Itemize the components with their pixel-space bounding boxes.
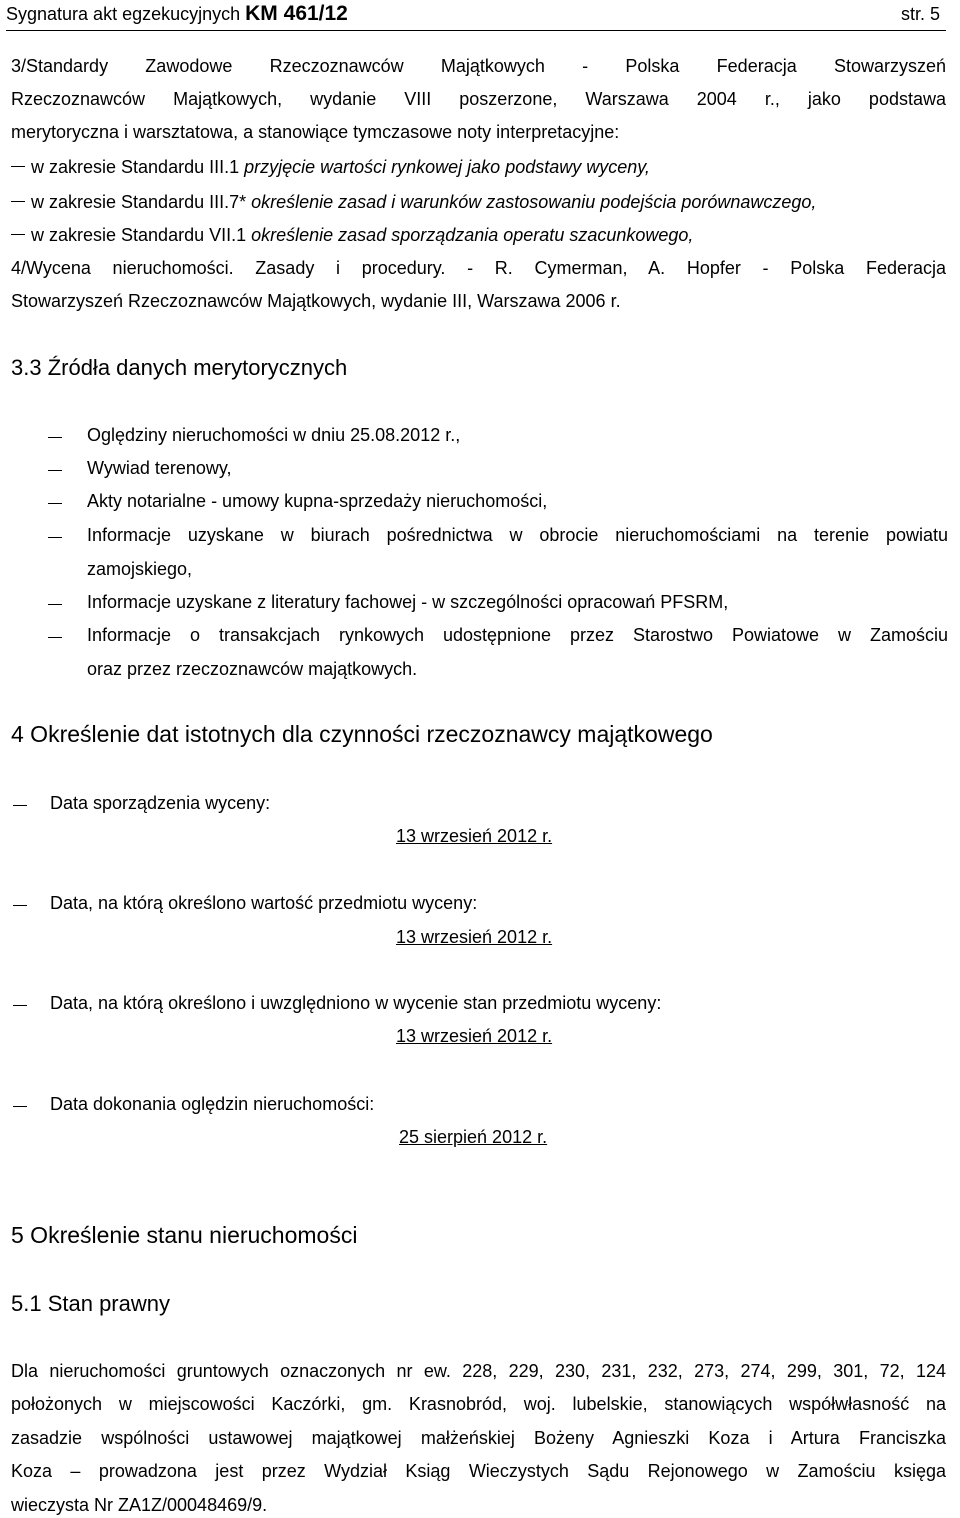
dash-bullet <box>48 503 62 504</box>
dash-bullet <box>48 604 62 605</box>
dash-bullet <box>48 637 62 638</box>
page-header <box>6 0 946 31</box>
page-number: str. 5 <box>900 4 940 24</box>
ref-line-4: 4/Wycena nieruchomości. Zasady i procedury. - R. Cymerman, A. Hopfer - Polska Federacja <box>11 258 946 278</box>
source-item: Wywiad terenowy, <box>87 458 232 478</box>
date-value: 25 sierpień 2012 r. <box>399 1127 548 1147</box>
ref-item-desc: przyjęcie wartości rynkowej jako podstawy wyceny, <box>244 157 650 177</box>
section-5-title: 5 Określenie stanu nieruchomości <box>11 1222 358 1248</box>
ref-item-prefix: w zakresie Standardu VII.1 <box>31 225 252 245</box>
dash-bullet <box>11 234 25 235</box>
signature-prefix: Sygnatura akt egzekucyjnych <box>6 4 246 24</box>
ref-item-prefix: w zakresie Standardu III.1 <box>31 157 245 177</box>
ref-line-1: 3/Standardy Zawodowe Rzeczoznawców Majątkowych - Polska Federacja Stowarzyszeń <box>11 56 946 76</box>
source-item-continuation: zamojskiego, <box>87 559 193 579</box>
ref-line-3: merytoryczna i warsztatowa, a stanowiące tymczasowe noty interpretacyjne: <box>11 122 620 142</box>
signature-number: KM 461/12 <box>245 2 348 25</box>
ref-line-5: Stowarzyszeń Rzeczoznawców Majątkowych, wydanie III, Warszawa 2006 r. <box>11 291 621 311</box>
section-5-1-title: 5.1 Stan prawny <box>11 1291 170 1316</box>
legal-status-line: wieczysta Nr ZA1Z/00048469/9. <box>11 1495 268 1515</box>
source-item: Akty notarialne - umowy kupna-sprzedaży nieruchomości, <box>87 491 548 511</box>
dash-bullet <box>48 537 62 538</box>
dash-bullet <box>13 905 27 906</box>
legal-status-line: Dla nieruchomości gruntowych oznaczonych nr ew. 228, 229, 230, 231, 232, 273, 274, 299, 301, 72, 124 <box>11 1361 946 1381</box>
case-signature <box>6 2 348 26</box>
legal-status-line: położonych w miejscowości Kaczórki, gm. Krasnobród, woj. lubelskie, stanowiących współwłasność na <box>11 1394 946 1414</box>
date-value: 13 wrzesień 2012 r. <box>396 826 553 846</box>
source-item: Informacje o transakcjach rynkowych udostępnione przez Starostwo Powiatowe w Zamościu <box>87 625 948 645</box>
date-label: Data, na którą określono wartość przedmiotu wyceny: <box>50 893 478 913</box>
section-3-3-title: 3.3 Źródła danych merytorycznych <box>11 355 348 380</box>
source-item: Informacje uzyskane z literatury fachowej - w szczególności opracowań PFSRM, <box>87 592 729 612</box>
date-label: Data dokonania oględzin nieruchomości: <box>50 1094 375 1114</box>
source-item: Oględziny nieruchomości w dniu 25.08.2012 r., <box>87 425 461 445</box>
ref-item <box>11 225 693 246</box>
legal-status-line: Koza – prowadzona jest przez Wydział Ksiąg Wieczystych Sądu Rejonowego w Zamościu księga <box>11 1461 946 1481</box>
source-item-continuation: oraz przez rzeczoznawców majątkowych. <box>87 659 418 679</box>
section-4-title: 4 Określenie dat istotnych dla czynności rzeczoznawcy majątkowego <box>11 721 713 747</box>
dash-bullet <box>11 166 25 167</box>
dash-bullet <box>13 1005 27 1006</box>
ref-item-desc: określenie zasad i warunków zastosowaniu podejścia porównawczego, <box>251 192 817 212</box>
dash-bullet <box>13 1106 27 1107</box>
ref-line-2: Rzeczoznawców Majątkowych, wydanie VIII poszerzone, Warszawa 2004 r., jako podstawa <box>11 89 946 109</box>
dash-bullet <box>13 805 27 806</box>
source-item: Informacje uzyskane w biurach pośrednictwa w obrocie nieruchomościami na terenie powiatu <box>87 525 948 545</box>
dash-bullet <box>48 470 62 471</box>
date-label: Data sporządzenia wyceny: <box>50 793 271 813</box>
ref-item <box>11 192 816 213</box>
date-value: 13 wrzesień 2012 r. <box>396 1026 553 1046</box>
dash-bullet <box>48 437 62 438</box>
ref-item <box>11 157 650 178</box>
ref-item-desc: określenie zasad sporządzania operatu szacunkowego, <box>251 225 694 245</box>
legal-status-line: zasadzie wspólności ustawowej majątkowej małżeńskiej Bożeny Agnieszki Koza i Artura Franciszka <box>11 1428 946 1448</box>
ref-item-prefix: w zakresie Standardu III.7* <box>31 192 252 212</box>
date-value: 13 wrzesień 2012 r. <box>396 927 553 947</box>
date-label: Data, na którą określono i uwzględniono w wycenie stan przedmiotu wyceny: <box>50 993 662 1013</box>
dash-bullet <box>11 201 25 202</box>
